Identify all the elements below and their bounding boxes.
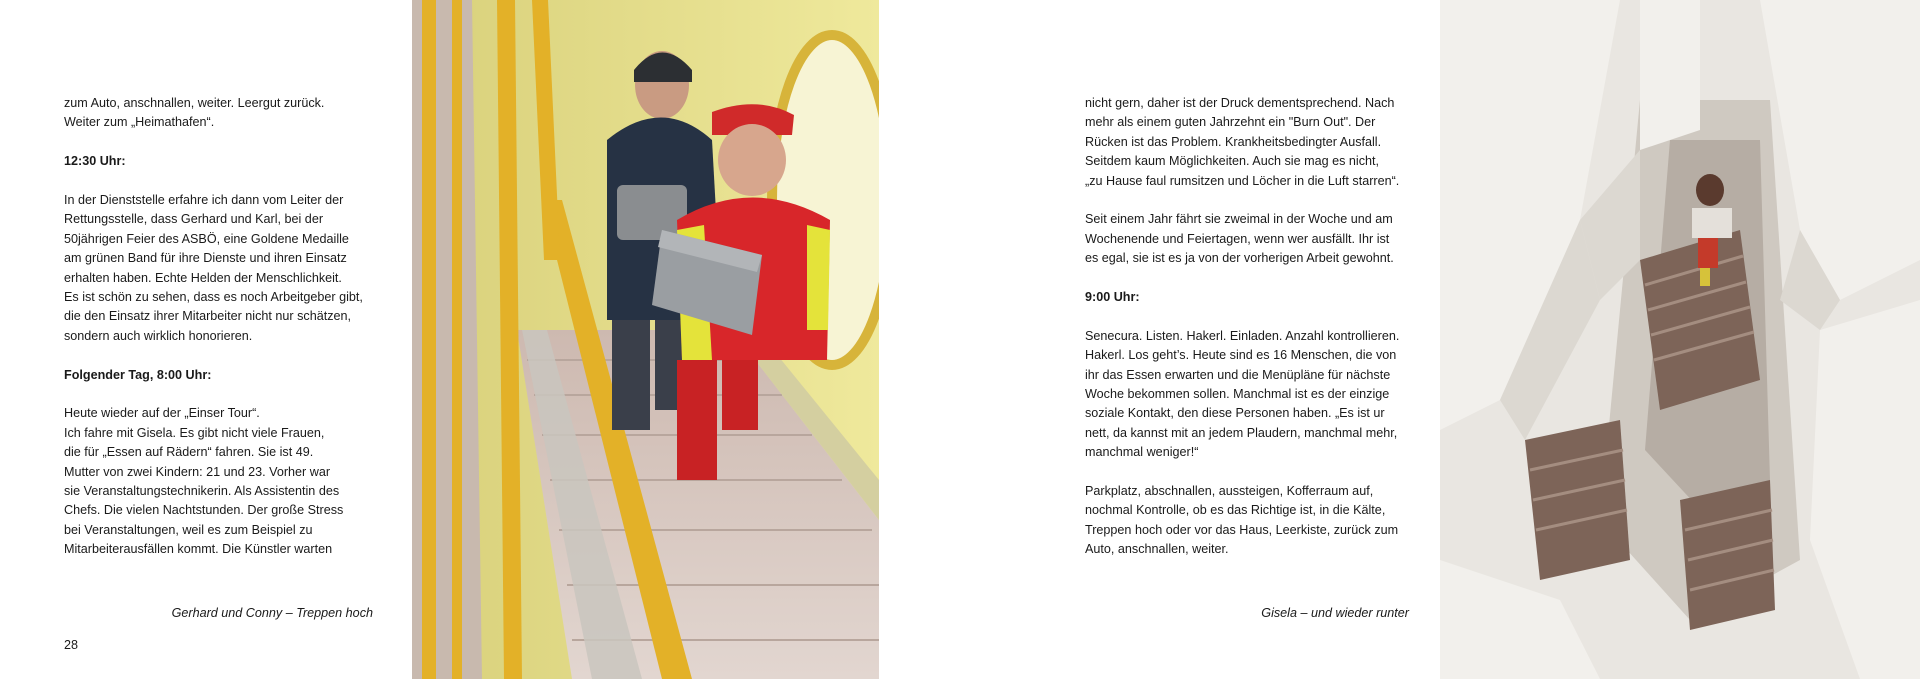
stairwell-photo-from-above: [1440, 0, 1920, 679]
left-paragraph: [64, 94, 384, 133]
text-line: Chefs. Die vielen Nachtstunden. Der große Stress: [64, 503, 344, 518]
text-line: Seitdem kaum Möglichkeiten. Auch sie mag es nicht,: [1085, 154, 1379, 169]
text-line: Auto, anschnallen, weiter.: [1085, 542, 1229, 557]
left-page-text: [64, 94, 384, 579]
text-line: sie Veranstaltungstechnikerin. Als Assistentin des: [64, 484, 340, 499]
text-line: soziale Kontakt, den diese Personen haben. „Es ist ur: [1085, 406, 1385, 421]
right-page-text: [1085, 94, 1425, 579]
text-line: Mitarbeiterausfällen kommt. Die Künstler warten: [64, 542, 333, 557]
text-line: Wochenende und Feiertagen, wenn wer ausfällt. Ihr ist: [1085, 231, 1390, 246]
text-line: Heute wieder auf der „Einser Tour“.: [64, 406, 260, 421]
text-line: Es ist schön zu sehen, dass es noch Arbeitgeber gibt,: [64, 290, 363, 305]
photo-caption: Gerhard und Conny – Treppen hoch: [171, 606, 373, 620]
heading-text: Folgender Tag, 8:00 Uhr:: [64, 367, 212, 382]
page-number: 28: [64, 638, 79, 652]
time-heading: [64, 366, 384, 385]
left-page: [0, 0, 412, 679]
right-paragraph: [1085, 210, 1425, 268]
text-line: nochmal Kontrolle, ob es das Richtige ist, in die Kälte,: [1085, 503, 1386, 518]
text-line: erhalten haben. Echte Helden der Menschlichkeit.: [64, 270, 342, 285]
photo-caption: Gisela – und wieder runter: [1261, 606, 1409, 620]
right-paragraph: [1085, 482, 1425, 560]
heading-text: 9:00 Uhr:: [1085, 290, 1140, 305]
text-line: mehr als einem guten Jahrzehnt ein "Burn Out". Der: [1085, 115, 1376, 130]
text-line: Parkplatz, abschnallen, aussteigen, Kofferraum auf,: [1085, 484, 1374, 499]
text-line: In der Dienststelle erfahre ich dann vom Leiter der: [64, 193, 344, 207]
text-line: nicht gern, daher ist der Druck dementsprechend. Nach: [1085, 96, 1395, 110]
text-line: am grünen Band für ihre Dienste und ihren Einsatz: [64, 251, 347, 266]
text-line: manchmal weniger!“: [1085, 445, 1199, 460]
text-line: die für „Essen auf Rädern“ fahren. Sie ist 49.: [64, 445, 314, 460]
right-page: [879, 0, 1440, 679]
text-line: es egal, sie ist es ja von der vorherigen Arbeit gewohnt.: [1085, 251, 1394, 266]
right-paragraph: [1085, 94, 1425, 191]
text-line: die den Einsatz ihrer Mitarbeiter nicht nur schätzen,: [64, 309, 351, 324]
text-line: nett, da kannst mit an jedem Plaudern, manchmal mehr,: [1085, 425, 1398, 440]
text-line: 50jährigen Feier des ASBÖ, eine Goldene Medaille: [64, 231, 349, 246]
left-paragraph: [64, 191, 384, 346]
stairwell-photo-climbing: [412, 0, 879, 679]
text-line: Seit einem Jahr fährt sie zweimal in der Woche und am: [1085, 212, 1393, 227]
text-line: Treppen hoch oder vor das Haus, Leerkiste, zurück zum: [1085, 522, 1399, 537]
text-line: Mutter von zwei Kindern: 21 und 23. Vorher war: [64, 464, 331, 479]
right-paragraph: [1085, 327, 1425, 463]
text-line: sondern auch wirklich honorieren.: [64, 328, 253, 343]
text-line: bei Veranstaltungen, weil es zum Beispiel zu: [64, 522, 313, 537]
text-line: Woche bekommen sollen. Manchmal ist es der einzige: [1085, 387, 1390, 402]
time-heading: [64, 152, 384, 171]
text-line: zum Auto, anschnallen, weiter. Leergut zurück.: [64, 96, 325, 110]
text-line: „zu Hause faul rumsitzen und Löcher in die Luft starren“.: [1085, 173, 1400, 188]
stairwell-illustration: [412, 0, 879, 679]
text-line: Weiter zum „Heimathafen“.: [64, 115, 215, 130]
text-line: Senecura. Listen. Hakerl. Einladen. Anzahl kontrollieren.: [1085, 328, 1400, 343]
heading-text: 12:30 Uhr:: [64, 154, 126, 169]
text-line: Hakerl. Los geht’s. Heute sind es 16 Menschen, die von: [1085, 348, 1397, 363]
time-heading: [1085, 288, 1425, 307]
text-line: Ich fahre mit Gisela. Es gibt nicht viele Frauen,: [64, 425, 325, 440]
text-line: Rücken ist das Problem. Krankheitsbedingter Ausfall.: [1085, 134, 1382, 149]
text-line: ihr das Essen erwarten und die Menüpläne für nächste: [1085, 367, 1391, 382]
text-line: Rettungsstelle, dass Gerhard und Karl, bei der: [64, 212, 324, 227]
left-paragraph: [64, 404, 384, 559]
stairwell-top-view: [1440, 0, 1920, 679]
